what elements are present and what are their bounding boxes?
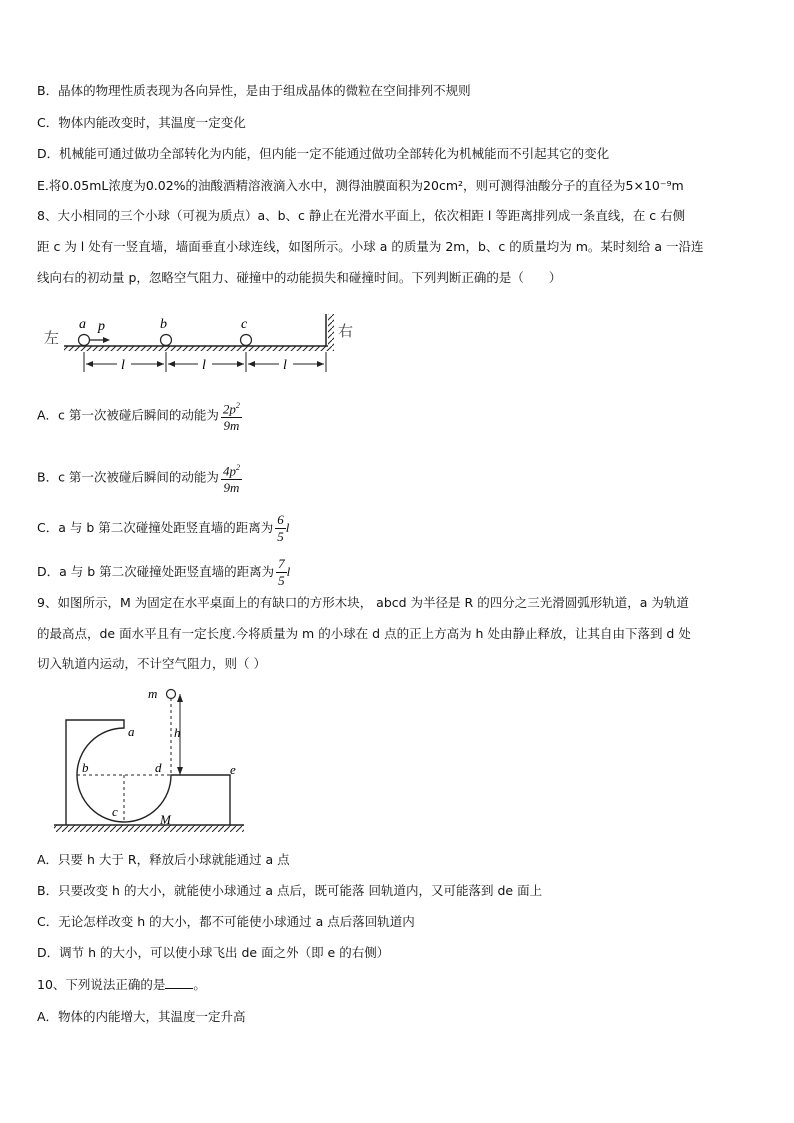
q8-option-c-fraction — [275, 512, 286, 545]
q9-label-e: e — [230, 762, 236, 777]
q9-block-outline — [66, 720, 230, 825]
q8-ball-b — [161, 335, 172, 346]
q8-dim-2-label: l — [202, 358, 206, 373]
q8-option-c-numerator: 6 — [277, 512, 284, 527]
q8-dim-1-label: l — [121, 358, 125, 373]
q10-stem-text: 10、下列说法正确的是 — [37, 977, 166, 992]
q8-option-a-fraction — [221, 398, 242, 434]
q8-left-label: 左 — [44, 331, 60, 347]
q9-label-c: c — [112, 804, 118, 819]
q9-label-d: d — [155, 760, 162, 775]
q9-option-a: A．只要 h 大于 R，释放后小球就能通过 a 点 — [37, 852, 290, 867]
q7-option-b: B．晶体的物理性质表现为各向异性，是由于组成晶体的微粒在空间排列不规则 — [37, 83, 471, 98]
q8-option-b-text: B．c 第一次被碰后瞬间的动能为 — [37, 469, 219, 485]
q9-stem-line2: 的最高点，de 面水平且有一定长度.今将质量为 m 的小球在 d 点的正上方高为 h 处由静止释放，让其自由下落到 d 处 — [37, 626, 691, 641]
q8-label-p: p — [98, 319, 105, 334]
q8-stem-line3: 线向右的初动量 p，忽略空气阻力、碰撞中的动能损失和碰撞时间。下列判断正确的是（ ） — [37, 270, 562, 285]
q8-option-d-text: D．a 与 b 第二次碰撞处距竖直墙的距离为 — [37, 564, 275, 579]
q8-option-b-exponent: 2 — [235, 463, 240, 472]
q9-stem-line3: 切入轨道内运动，不计空气阻力，则（ ） — [37, 656, 266, 671]
q9-label-a: a — [128, 724, 135, 739]
q10-option-a: A．物体的内能增大，其温度一定升高 — [37, 1009, 246, 1024]
q8-figure — [38, 310, 368, 380]
q7-option-c: C．物体内能改变时，其温度一定变化 — [37, 115, 246, 130]
q8-option-a — [37, 398, 242, 434]
q8-option-c — [37, 512, 289, 545]
q8-option-c-unit: l — [285, 520, 290, 535]
q8-option-a-exponent: 2 — [235, 401, 240, 410]
q8-option-b — [37, 460, 242, 496]
q10-stem-suffix: 。 — [193, 977, 206, 992]
q9-label-b: b — [82, 760, 89, 775]
q8-ball-a — [79, 335, 90, 346]
q7-option-e: E.将0.05mL浓度为0.02%的油酸酒精溶液滴入水中，测得油膜面积为20cm²，则可测得油酸分子的直径为5×10⁻⁹m — [37, 178, 684, 193]
q8-label-b: b — [160, 317, 167, 332]
q8-stem-line2: 距 c 为 l 处有一竖直墙，墙面垂直小球连线，如图所示。小球 a 的质量为 2m，b、c 的质量均为 m。某时刻给 a 一沿连 — [37, 239, 704, 254]
q8-momentum-arrowhead — [103, 337, 110, 343]
q9-figure — [50, 682, 250, 842]
q9-option-b: B．只要改变 h 的大小，就能使小球通过 a 点后，既可能落 回轨道内，又可能落到 de 面上 — [37, 883, 543, 898]
q8-right-label: 右 — [338, 324, 354, 340]
q8-label-c: c — [241, 317, 248, 332]
q9-stem-line1: 9、如图所示，M 为固定在水平桌面上的有缺口的方形木块， abcd 为半径是 R 的四分之三光滑圆弧形轨道，a 为轨道 — [37, 595, 689, 610]
q9-ground-hatch — [54, 825, 244, 832]
q9-option-c: C．无论怎样改变 h 的大小，都不可能使小球通过 a 点后落回轨道内 — [37, 914, 415, 929]
q8-option-d — [37, 556, 290, 589]
q9-option-d: D．调节 h 的大小，可以使小球飞出 de 面之外（即 e 的右侧） — [37, 945, 390, 960]
q8-ball-c — [241, 335, 252, 346]
q9-label-h: h — [174, 725, 181, 740]
q8-option-d-fraction — [276, 556, 287, 589]
q7-option-d: D．机械能可通过做功全部转化为内能，但内能一定不能通过做功全部转化为机械能而不引起其它的变化 — [37, 146, 610, 161]
q8-option-c-text: C．a 与 b 第二次碰撞处距竖直墙的距离为 — [37, 520, 274, 535]
q8-option-a-text: A．c 第一次被碰后瞬间的动能为 — [37, 407, 219, 423]
q8-option-d-unit: l — [286, 564, 291, 579]
q8-option-b-numerator: 4p — [222, 463, 236, 479]
q8-option-b-denominator: 9m — [223, 480, 240, 496]
q8-option-c-denominator: 5 — [277, 529, 284, 544]
q8-option-d-numerator: 7 — [278, 556, 285, 571]
q8-stem-line1: 8、大小相同的三个小球（可视为质点）a、b、c 静止在光滑水平面上，依次相距 l 等距离排列成一条直线，在 c 右侧 — [37, 208, 686, 223]
q8-option-a-denominator: 9m — [223, 418, 240, 434]
q10-stem — [37, 976, 206, 994]
q8-option-d-denominator: 5 — [278, 573, 285, 588]
q8-option-a-numerator: 2p — [222, 401, 236, 417]
q8-option-b-fraction — [221, 460, 242, 496]
q9-ball-m — [167, 690, 176, 699]
q9-label-M: M — [160, 812, 171, 827]
q9-label-m: m — [148, 686, 158, 701]
q8-dim-3-label: l — [283, 358, 287, 373]
q8-wall-hatch — [328, 314, 334, 351]
q8-label-a: a — [79, 317, 86, 332]
q10-answer-blank — [165, 976, 193, 989]
